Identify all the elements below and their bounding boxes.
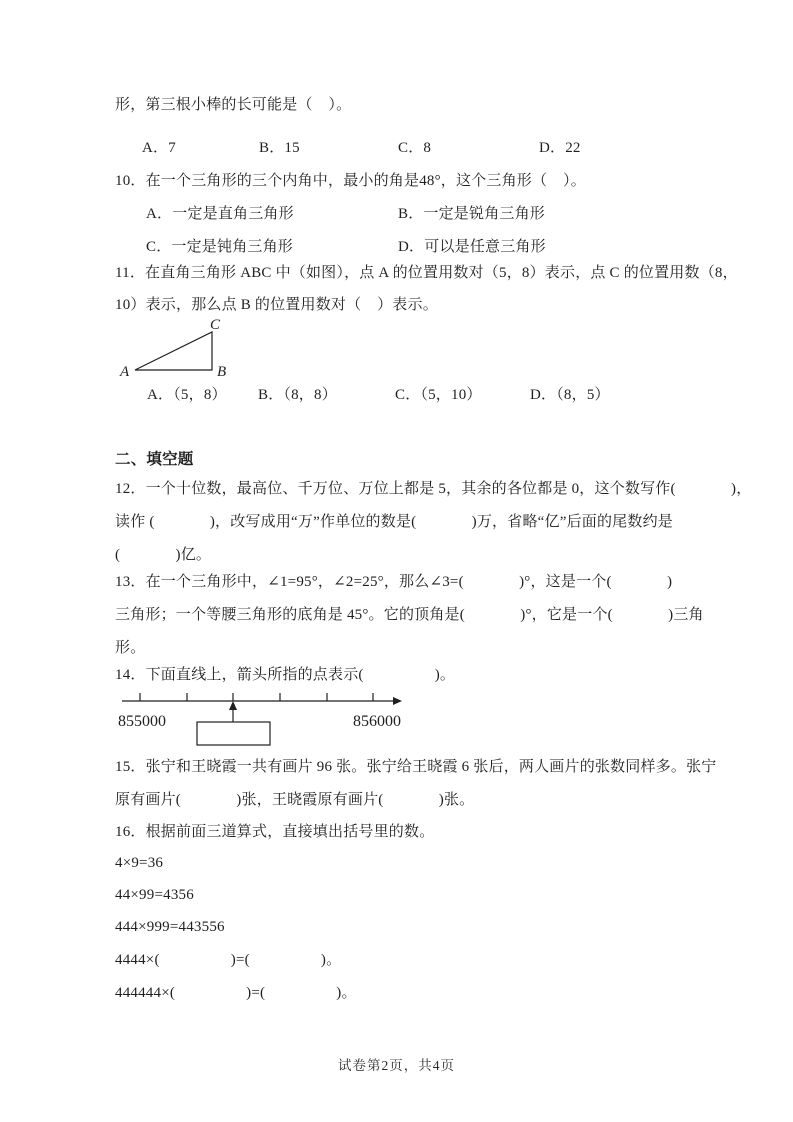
vertex-label-b: B: [217, 364, 227, 380]
q10-option-d: D．可以是任意三角形: [398, 239, 546, 255]
q9-option-a: A．7: [142, 140, 176, 156]
q11-option-c: C．（5，10）: [395, 387, 482, 403]
q9-option-b: B．15: [259, 140, 300, 156]
section-2-title: 二、填空题: [115, 451, 194, 468]
pointer-arrowhead-icon: [229, 701, 237, 710]
q11-option-a: A．（5，8）: [147, 387, 227, 403]
vertex-label-c: C: [210, 317, 221, 333]
q13-line2: 三角形；一个等腰三角形的底角是 45°。它的顶角是( )°，它是一个( )三角: [115, 607, 704, 623]
q13-line1: 13．在一个三角形中，∠1=95°，∠2=25°，那么∠3=( )°，这是一个( ): [115, 574, 673, 590]
q9-option-d: D．22: [539, 140, 581, 156]
axis-arrowhead-icon: [393, 697, 402, 705]
q9-options: [115, 137, 715, 159]
q9-stem-continuation: 形，第三根小棒的长可能是（ ）。: [115, 97, 352, 113]
page-number-footer: 试卷第2页，共4页: [338, 1058, 455, 1073]
left-tick-label: 855000: [118, 713, 166, 730]
q9-option-c: C．8: [398, 140, 432, 156]
q11-stem-line1: 11．在直角三角形 ABC 中（如图），点 A 的位置用数对（5，8）表示，点 C 的位置用数（8，: [115, 265, 738, 281]
number-line-figure: [115, 688, 435, 752]
number-line-svg: [115, 688, 435, 752]
q10-options-row2: [115, 236, 715, 258]
answer-box: [197, 722, 270, 745]
right-tick-label: 856000: [353, 713, 401, 730]
right-triangle-figure: [120, 318, 230, 382]
q16-equation-3: 444×999=443556: [115, 919, 225, 935]
q16-equation-5: 444444×( )=( )。: [115, 985, 357, 1001]
q11-options: [115, 384, 715, 406]
q13-line3: 形。: [115, 640, 146, 656]
q12-line3: ( )亿。: [115, 547, 212, 563]
q10-options-row1: [115, 203, 715, 225]
page-content: [115, 0, 752, 1122]
q15-line2: 原有画片( )张，王晓霞原有画片( )张。: [115, 792, 475, 808]
q16-equation-2: 44×99=4356: [115, 887, 194, 903]
q11-option-d: D．（8，5）: [530, 387, 610, 403]
triangle-shape: [135, 332, 212, 370]
q14-stem: 14．下面直线上，箭头所指的点表示( )。: [115, 667, 456, 683]
q11-stem-line2: 10）表示，那么点 B 的位置用数对（ ）表示。: [115, 297, 438, 313]
q12-line1: 12．一个十位数，最高位、千万位、万位上都是 5，其余的各位都是 0，这个数写作( )，: [115, 481, 752, 497]
q16-equation-1: 4×9=36: [115, 855, 164, 871]
q15-line1: 15．张宁和王晓霞一共有画片 96 张。张宁给王晓霞 6 张后，两人画片的张数同样多。张宁: [115, 759, 717, 775]
q12-line2: 读作 ( )，改写成用“万”作单位的数是( )万，省略“亿”后面的尾数约是: [115, 514, 673, 530]
q10-option-c: C．一定是钝角三角形: [146, 239, 294, 255]
vertex-label-a: A: [120, 364, 130, 380]
q11-option-b: B．（8，8）: [258, 387, 337, 403]
right-triangle-svg: [120, 318, 230, 382]
q10-option-a: A．一定是直角三角形: [146, 206, 294, 222]
q10-stem: 10．在一个三角形的三个内角中，最小的角是48°，这个三角形（ ）。: [115, 173, 586, 189]
q10-option-b: B．一定是锐角三角形: [398, 206, 546, 222]
q16-stem: 16．根据前面三道算式，直接填出括号里的数。: [115, 824, 435, 840]
q16-equation-4: 4444×( )=( )。: [115, 952, 342, 968]
